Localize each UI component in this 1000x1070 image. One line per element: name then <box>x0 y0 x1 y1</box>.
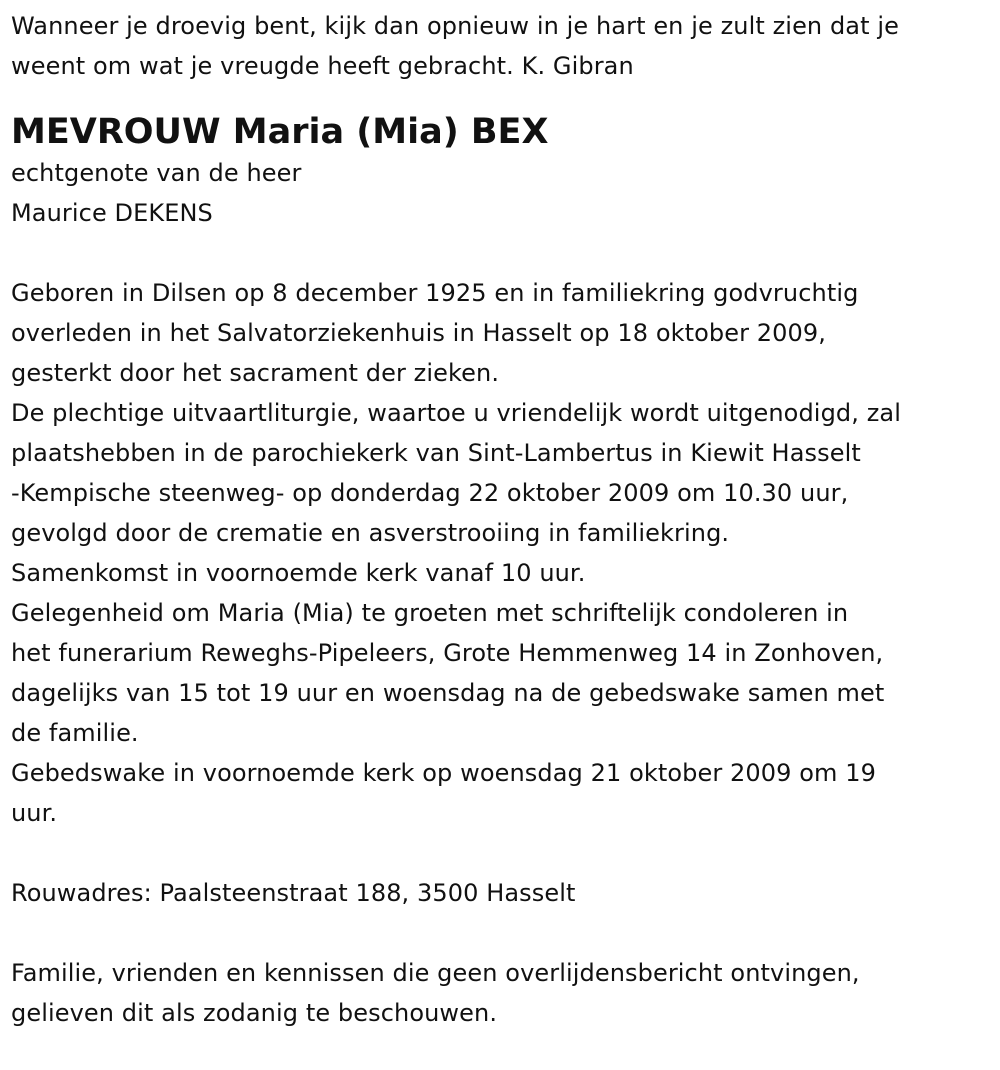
obituary-body <box>11 273 1000 833</box>
spouse-name: Maurice DEKENS <box>11 199 213 227</box>
closing-note <box>11 953 1000 1033</box>
spacer <box>11 833 1000 873</box>
body-line: uur. <box>11 799 58 827</box>
body-line: overleden in het Salvatorziekenhuis in Hasselt op 18 oktober 2009, <box>11 319 827 347</box>
closing-line: gelieven dit als zodanig te beschouwen. <box>11 999 498 1027</box>
spacer <box>11 913 1000 953</box>
opening-quote <box>11 6 1000 86</box>
quote-line: Wanneer je droevig bent, kijk dan opnieuw in je hart en je zult zien dat je <box>11 12 899 40</box>
body-line: De plechtige uitvaartliturgie, waartoe u vriendelijk wordt uitgenodigd, zal <box>11 399 901 427</box>
body-line: Geboren in Dilsen op 8 december 1925 en in familiekring godvruchtig <box>11 279 859 307</box>
body-line: Gebedswake in voornoemde kerk op woensdag 21 oktober 2009 om 19 <box>11 759 876 787</box>
body-line: plaatshebben in de parochiekerk van Sint-Lambertus in Kiewit Hasselt <box>11 439 861 467</box>
body-line: gevolgd door de crematie en asverstrooiing in familiekring. <box>11 519 730 547</box>
deceased-name: MEVROUW Maria (Mia) BEX <box>11 112 549 152</box>
quote-line: weent om wat je vreugde heeft gebracht. K. Gibran <box>11 52 634 80</box>
relation-line: echtgenote van de heer <box>11 159 302 187</box>
body-line: dagelijks van 15 tot 19 uur en woensdag na de gebedswake samen met <box>11 679 885 707</box>
spacer <box>11 233 1000 273</box>
body-line: de familie. <box>11 719 139 747</box>
body-line: gesterkt door het sacrament der zieken. <box>11 359 500 387</box>
body-line: Gelegenheid om Maria (Mia) te groeten met schriftelijk condoleren in <box>11 599 849 627</box>
body-line: het funerarium Reweghs-Pipeleers, Grote Hemmenweg 14 in Zonhoven, <box>11 639 884 667</box>
body-line: -Kempische steenweg- op donderdag 22 oktober 2009 om 10.30 uur, <box>11 479 849 507</box>
mourning-address: Rouwadres: Paalsteenstraat 188, 3500 Hasselt <box>11 879 576 907</box>
body-line: Samenkomst in voornoemde kerk vanaf 10 uur. <box>11 559 586 587</box>
closing-line: Familie, vrienden en kennissen die geen overlijdensbericht ontvingen, <box>11 959 860 987</box>
